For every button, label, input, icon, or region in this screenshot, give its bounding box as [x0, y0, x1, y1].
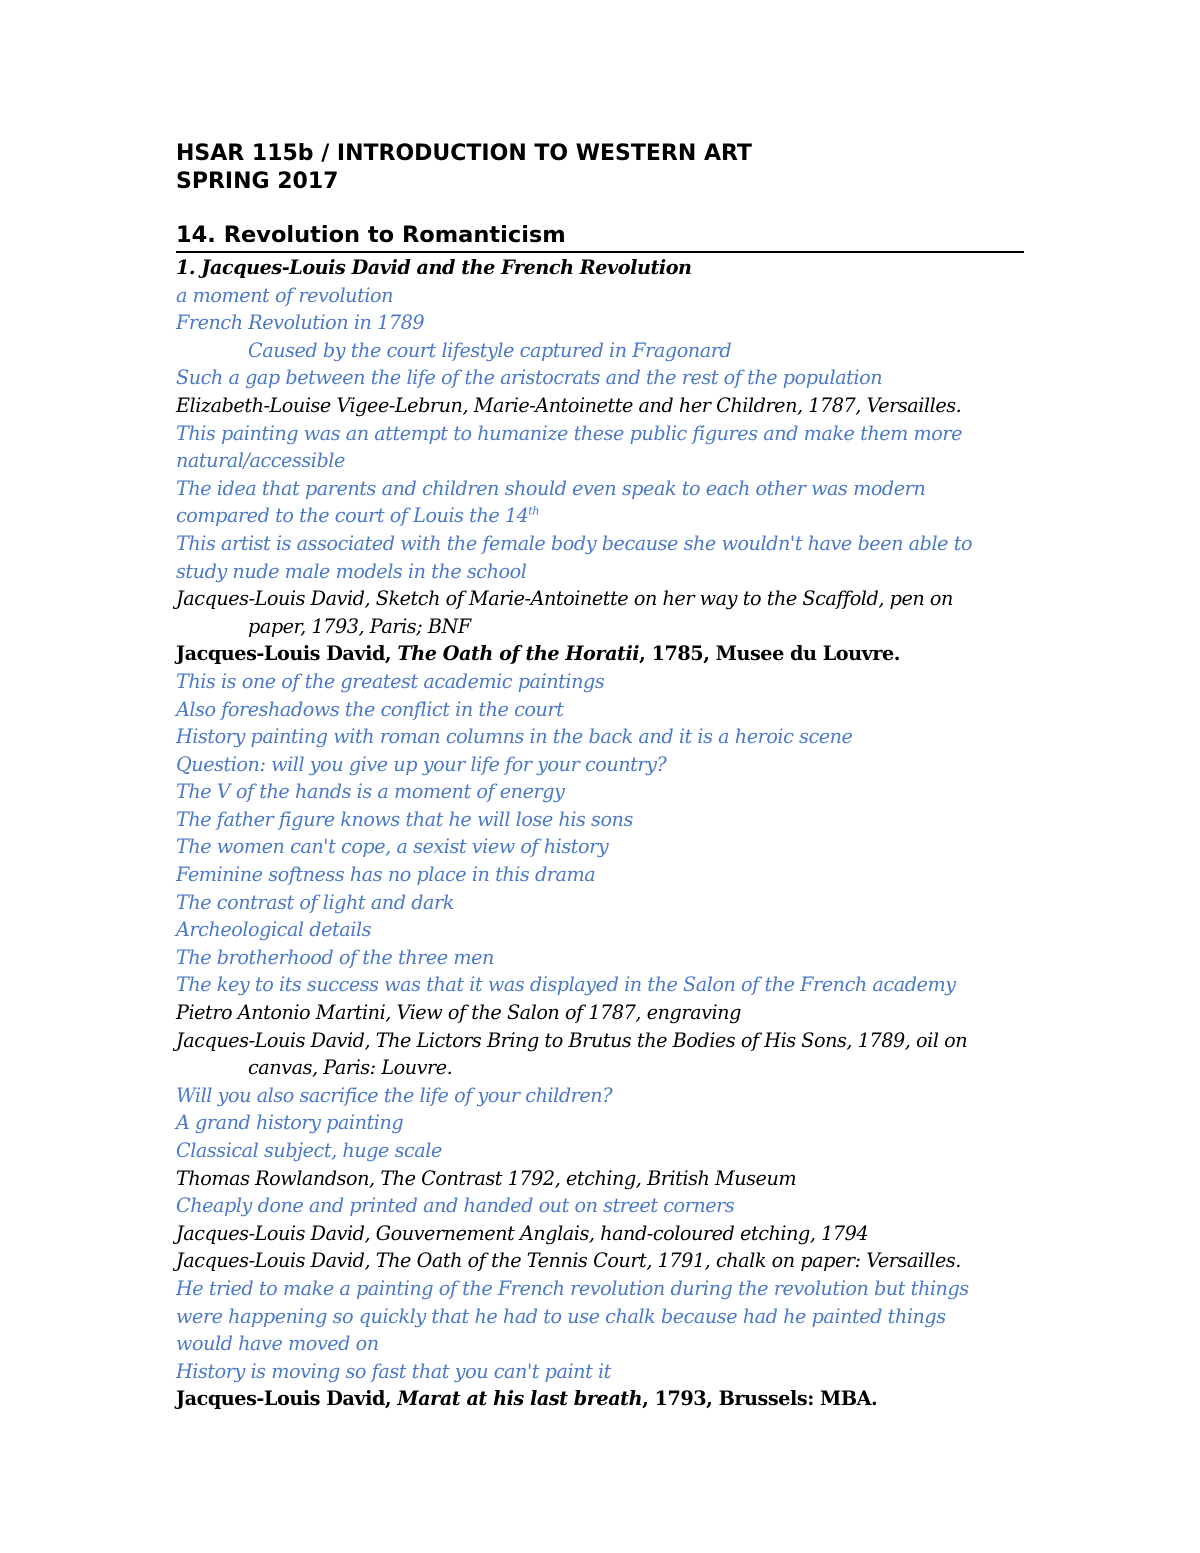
note-line: History is moving so fast that you can't paint it	[176, 1359, 611, 1383]
note-line: The contrast of light and dark	[176, 890, 454, 914]
note-line: Such a gap between the life of the aristocrats and the rest of the population	[176, 366, 883, 390]
note-line: Feminine softness has no place in this drama	[176, 863, 596, 887]
artwork-details: , 1785, Musee du Louvre.	[639, 642, 900, 666]
artwork-citation: Thomas Rowlandson, The Contrast 1792, etching, British Museum	[176, 1166, 797, 1190]
section-title: 14. Revolution to Romanticism	[176, 220, 1024, 253]
note-line: A grand history painting	[176, 1111, 404, 1135]
note-line: The women can't cope, a sexist view of history	[176, 835, 609, 859]
note-line: Archeological details	[176, 918, 372, 942]
subsection-heading: 1. Jacques-Louis David and the French Revolution	[176, 256, 692, 279]
artwork-citation: Jacques-Louis David, The Oath of the Tennis Court, 1791, chalk on paper: Versailles.	[176, 1249, 961, 1273]
note-line: were happening so quickly that he had to use chalk because had he painted things	[176, 1304, 946, 1328]
note-line: The brotherhood of the three men	[176, 945, 494, 969]
artwork-citation: canvas, Paris: Louvre.	[248, 1056, 453, 1080]
artwork-citation: paper, 1793, Paris; BNF	[248, 614, 471, 638]
note-line: Caused by the court lifestyle captured in Fragonard	[248, 338, 732, 362]
note-line: The father figure knows that he will lose his sons	[176, 807, 633, 831]
artwork-citation: Jacques-Louis David, The Lictors Bring to Brutus the Bodies of His Sons, 1789, oil on	[176, 1028, 968, 1052]
artist-name: Jacques-Louis David,	[176, 642, 398, 666]
note-line: Will you also sacrifice the life of your children?	[176, 1083, 613, 1107]
document-content	[176, 140, 1024, 1413]
note-line: History painting with roman columns in the back and it is a heroic scene	[176, 725, 853, 749]
note-line: The V of the hands is a moment of energy	[176, 780, 565, 804]
note-line	[176, 502, 1024, 530]
artwork-citation: Jacques-Louis David, Sketch of Marie-Antoinette on her way to the Scaffold, pen on	[176, 587, 953, 611]
note-line: would have moved on	[176, 1332, 379, 1356]
superscript: th	[528, 504, 540, 518]
artwork-citation: Pietro Antonio Martini, View of the Salon of 1787, engraving	[176, 1001, 741, 1025]
note-line: He tried to make a painting of the French revolution during the revolution but things	[176, 1276, 969, 1300]
artwork-citation-bold	[176, 1385, 1024, 1413]
artwork-citation: Elizabeth-Louise Vigee-Lebrun, Marie-Antoinette and her Children, 1787, Versailles.	[176, 393, 962, 417]
note-line: Also foreshadows the conflict in the court	[176, 697, 564, 721]
document-header	[176, 140, 1024, 196]
artwork-title: Marat at his last breath	[397, 1387, 643, 1411]
course-title: HSAR 115b / INTRODUCTION TO WESTERN ART	[176, 141, 752, 166]
artwork-details: , 1793, Brussels: MBA.	[642, 1387, 878, 1411]
artist-name: Jacques-Louis David,	[176, 1387, 398, 1411]
artwork-citation-bold	[176, 640, 1024, 668]
course-term: SPRING 2017	[176, 169, 339, 194]
note-line: The idea that parents and children should even speak to each other was modern	[176, 476, 926, 500]
note-line: This artist is associated with the female body because she wouldn't have been able to	[176, 531, 973, 555]
note-line: Cheaply done and printed and handed out on street corners	[176, 1194, 735, 1218]
note-line: The key to its success was that it was displayed in the Salon of the French academy	[176, 973, 956, 997]
note-line: French Revolution in 1789	[176, 311, 425, 335]
notes-body	[176, 254, 1024, 1413]
note-line: a moment of revolution	[176, 283, 394, 307]
note-line: Question: will you give up your life for your country?	[176, 752, 667, 776]
note-line: natural/accessible	[176, 449, 345, 473]
note-text: compared to the court of Louis the 14	[176, 504, 529, 528]
note-line: Classical subject, huge scale	[176, 1139, 442, 1162]
artwork-citation: Jacques-Louis David, Gouvernement Anglais, hand-coloured etching, 1794	[176, 1221, 869, 1245]
artwork-title: The Oath of the Horatii	[397, 642, 640, 666]
note-line: This is one of the greatest academic paintings	[176, 669, 605, 693]
note-line: This painting was an attempt to humanize these public figures and make them more	[176, 421, 963, 445]
note-line: study nude male models in the school	[176, 559, 527, 583]
